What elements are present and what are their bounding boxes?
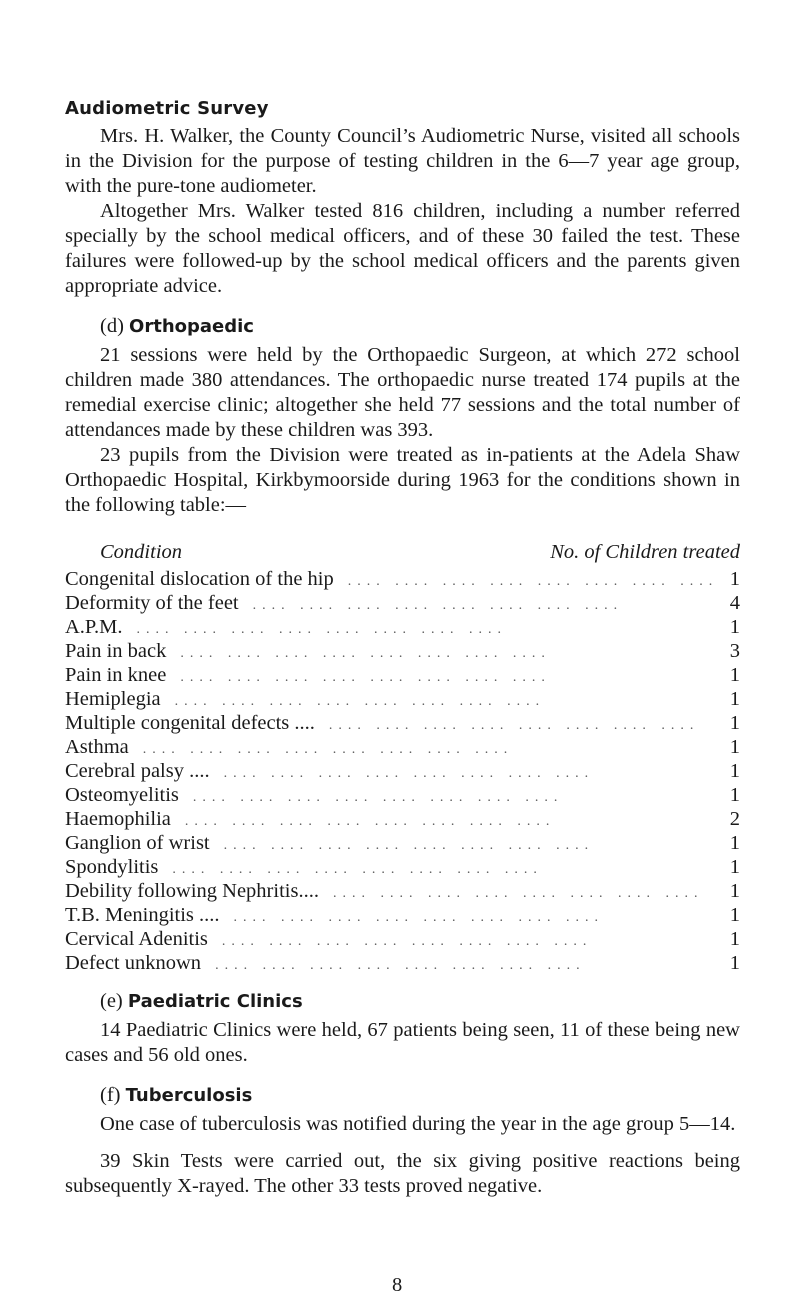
- dot-leader: .... .... .... .... .... .... .... ....: [252, 598, 624, 613]
- dot-leader: .... .... .... .... .... .... .... ....: [215, 958, 586, 973]
- table-row: [65, 567, 740, 591]
- orthopaedic-heading: [100, 314, 740, 339]
- condition-label: Multiple congenital defects ....: [65, 712, 315, 734]
- table-row: [65, 639, 740, 663]
- dot-leader: .... .... .... .... .... .... .... ....: [192, 790, 564, 805]
- dot-leader: .... .... .... .... .... .... .... ....: [328, 718, 700, 733]
- orthopaedic-title: Orthopaedic: [129, 316, 254, 337]
- dot-leader: .... .... .... .... .... .... .... ....: [142, 742, 514, 757]
- column-condition: Condition: [100, 541, 183, 563]
- condition-label: Osteomyelitis: [65, 784, 179, 806]
- children-count: 1: [729, 760, 740, 782]
- paediatric-letter: (e): [100, 990, 123, 1012]
- children-count: 3: [729, 640, 740, 662]
- condition-label: Cerebral palsy ....: [65, 760, 210, 782]
- table-row: [65, 927, 740, 951]
- children-count: 2: [729, 808, 740, 830]
- dot-leader: .... .... .... .... .... .... .... ....: [180, 670, 551, 685]
- table-row: [65, 663, 740, 687]
- children-count: 1: [729, 880, 740, 902]
- paediatric-heading: [100, 989, 740, 1014]
- condition-label: Defect unknown: [65, 952, 202, 974]
- audiometric-heading: Audiometric Survey: [65, 98, 269, 119]
- table-row: [65, 951, 740, 975]
- page-number: 8: [392, 1274, 403, 1296]
- table-header: [100, 540, 740, 565]
- table-row: [65, 591, 740, 615]
- dot-leader: .... .... .... .... .... .... .... ....: [221, 934, 593, 949]
- table-row: [65, 903, 740, 927]
- table-row: [65, 783, 740, 807]
- table-row: [65, 735, 740, 759]
- dot-leader: .... .... .... .... .... .... .... ....: [172, 862, 543, 877]
- dot-leader: .... .... .... .... .... .... .... ....: [223, 766, 595, 781]
- children-count: 1: [729, 688, 740, 710]
- children-count: 1: [729, 928, 740, 950]
- orthopaedic-paragraph-1: 21 sessions were held by the Orthopaedic Surgeon, at which 272 school children made 380 attendances. The orthopaedic nurse treated 174 pupils at the remedial exercise clinic; altogether she held 77 sessions and the total number of attendances made by these children was 393.: [65, 344, 740, 441]
- children-count: 1: [729, 616, 740, 638]
- table-row: [65, 807, 740, 831]
- table-row: [65, 879, 740, 903]
- table-row: [65, 615, 740, 639]
- dot-leader: .... .... .... .... .... .... .... ....: [332, 886, 704, 901]
- tuberculosis-title: Tuberculosis: [125, 1085, 253, 1106]
- table-row: [65, 711, 740, 735]
- table-row: [65, 831, 740, 855]
- conditions-table: [65, 567, 740, 975]
- condition-label: Pain in back: [65, 640, 167, 662]
- table-row: [65, 759, 740, 783]
- orthopaedic-letter: (d): [100, 315, 124, 337]
- condition-label: T.B. Meningitis ....: [65, 904, 220, 926]
- condition-label: Deformity of the feet: [65, 592, 239, 614]
- children-count: 1: [729, 784, 740, 806]
- children-count: 4: [729, 592, 740, 614]
- children-count: 1: [729, 856, 740, 878]
- children-count: 1: [729, 904, 740, 926]
- condition-label: Pain in knee: [65, 664, 167, 686]
- children-count: 1: [729, 736, 740, 758]
- dot-leader: .... .... .... .... .... .... .... ....: [233, 910, 605, 925]
- children-count: 1: [729, 712, 740, 734]
- column-count: No. of Children treated: [550, 541, 740, 563]
- dot-leader: .... .... .... .... .... .... .... ....: [180, 646, 551, 661]
- table-row: [65, 855, 740, 879]
- dot-leader: .... .... .... .... .... .... .... ....: [136, 622, 508, 637]
- condition-label: Ganglion of wrist: [65, 832, 210, 854]
- condition-label: A.P.M.: [65, 616, 123, 638]
- condition-label: Hemiplegia: [65, 688, 161, 710]
- dot-leader: .... .... .... .... .... .... .... ....: [223, 838, 595, 853]
- audiometric-paragraph-1: Mrs. H. Walker, the County Council’s Audiometric Nurse, visited all schools in the Division for the purpose of testing children in the 6—7 year age group, with the pure-tone audiometer.: [65, 125, 740, 197]
- paediatric-title: Paediatric Clinics: [127, 991, 303, 1012]
- condition-label: Congenital dislocation of the hip: [65, 568, 334, 590]
- page-content: [65, 96, 740, 1199]
- tuberculosis-paragraph-1: One case of tuberculosis was notified during the year in the age group 5—14.: [100, 1113, 736, 1135]
- dot-leader: .... .... .... .... .... .... .... ....: [174, 694, 546, 709]
- tuberculosis-heading: [100, 1083, 740, 1108]
- children-count: 1: [729, 952, 740, 974]
- paediatric-paragraph: 14 Paediatric Clinics were held, 67 patients being seen, 11 of these being new cases and 56 old ones.: [65, 1019, 740, 1066]
- condition-label: Spondylitis: [65, 856, 159, 878]
- condition-label: Debility following Nephritis....: [65, 880, 319, 902]
- condition-label: Haemophilia: [65, 808, 171, 830]
- condition-label: Asthma: [65, 736, 129, 758]
- children-count: 1: [729, 568, 740, 590]
- condition-label: Cervical Adenitis: [65, 928, 208, 950]
- dot-leader: .... .... .... .... .... .... .... ....: [184, 814, 556, 829]
- children-count: 1: [729, 832, 740, 854]
- children-count: 1: [729, 664, 740, 686]
- table-row: [65, 687, 740, 711]
- orthopaedic-paragraph-2: 23 pupils from the Division were treated as in-patients at the Adela Shaw Orthopaedic Hospital, Kirkbymoorside during 1963 for the conditions shown in the following table:—: [65, 444, 740, 516]
- audiometric-paragraph-2: Altogether Mrs. Walker tested 816 children, including a number referred specially by the school medical officers, and of these 30 failed the test. These failures were followed-up by the school medical officers and the parents given appropriate advice.: [65, 200, 740, 297]
- tuberculosis-letter: (f): [100, 1084, 121, 1106]
- dot-leader: .... .... .... .... .... .... .... ....: [347, 574, 719, 589]
- tuberculosis-paragraph-2: 39 Skin Tests were carried out, the six giving positive reactions being subsequently X-rayed. The other 33 tests proved negative.: [65, 1150, 740, 1197]
